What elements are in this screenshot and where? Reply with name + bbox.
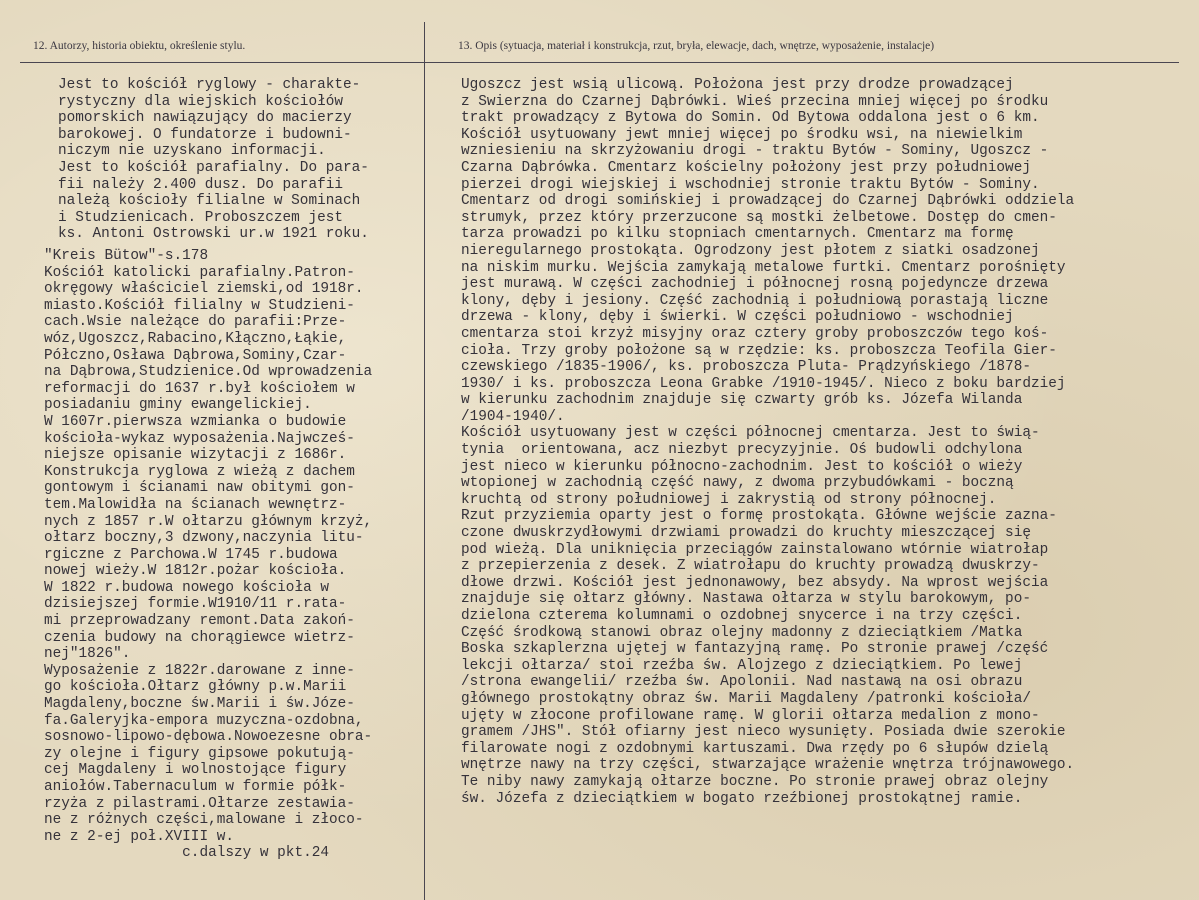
text-line: niczym nie uzyskano informacji. xyxy=(58,143,326,160)
text-line: drzewa - klony, dęby i świerki. W części południowo - wschodniej xyxy=(461,309,1014,326)
text-line: pierzei drogi wiejskiej i wschodniej stronie traktu Bytów - Sominy. xyxy=(461,176,1040,193)
text-line: klony, dęby i jesiony. Część zachodnią i południową porastają liczne xyxy=(461,292,1049,309)
text-line: reformacji do 1637 r.był kościołem w xyxy=(44,380,355,397)
text-line: w kierunku zachodnim znajduje się czwarty grób ks. Józefa Wilanda xyxy=(461,392,1023,409)
text-line: Kościół katolicki parafialny.Patron- xyxy=(44,264,355,281)
text-line: ołtarz boczny,3 dzwony,naczynia litu- xyxy=(44,530,364,547)
text-line: miasto.Kościół filialny w Studzieni- xyxy=(44,297,355,314)
text-line: aniołów.Tabernaculum w formie półk- xyxy=(44,779,347,795)
text-line: Boska szkaplerzna ujętej w fantazyjną ramę. Po stronie prawej /część xyxy=(461,641,1049,658)
text-line: 1930/ i ks. proboszcza Leona Grabke /1910-1945/. Nieco z boku bardziej xyxy=(461,375,1066,392)
text-line: nieregularnego prostokąta. Ogrodzony jest płotem z siatki osadzonej xyxy=(461,242,1040,259)
text-line: na Dąbrowa,Studzienice.Od wprowadzenia xyxy=(44,364,373,381)
history-paragraph-2 xyxy=(44,248,372,862)
text-line: niejsze opisanie wizytacji z 1686r. xyxy=(44,447,347,464)
text-line: tem.Malowidła na ścianach wewnętrz- xyxy=(44,496,347,513)
text-line: Czarna Dąbrówka. Cmentarz kościelny położony jest przy południowej xyxy=(461,159,1031,176)
text-line: wtopionej w zachodnią część nawy, z dwoma przybudówkami - boczną xyxy=(461,475,1014,492)
text-line: zy olejne i figury gipsowe pokutują- xyxy=(44,745,355,762)
text-line: czenia budowy na chorągiewce wietrz- xyxy=(44,629,355,646)
text-line: na niskim murku. Wejścia zamykają metalowe furtki. Cmentarz porośnięty xyxy=(461,259,1066,276)
text-line: cioła. Trzy groby położone są w rzędzie: ks. proboszcza Teofila Gier- xyxy=(461,342,1057,359)
text-line: kościoła-wykaz wyposażenia.Najwcześ- xyxy=(44,430,355,447)
text-line: Te niby nawy zamykają ołtarze boczne. Po stronie prawej obraz olejny xyxy=(461,773,1049,790)
text-line: ujęty w złocone profilowane ramę. W glorii ołtarza medalion z mono- xyxy=(461,707,1040,724)
text-line: trakt prowadzący z Bytowa do Somin. Od Bytowa oddalona jest o 6 km. xyxy=(461,110,1040,127)
text-line: /1904-1940/. xyxy=(461,408,565,425)
text-line: Jest to kościół ryglowy - charakte- xyxy=(58,77,361,93)
text-line: mi przeprowadzany remont.Data zakoń- xyxy=(44,613,355,630)
text-line: okręgowy właściciel ziemski,od 1918r. xyxy=(44,281,364,298)
text-line: wóz,Ugoszcz,Rabacino,Kłączno,Łąkie, xyxy=(44,330,347,347)
text-line: należą kościoły filialne w Sominach xyxy=(58,193,361,210)
section-13-header: 13. Opis (sytuacja, materiał i konstrukcja, rzut, bryła, elewacje, dach, wnętrze, wyposażenie, instalacje) xyxy=(458,40,935,52)
text-line: głównego prostokątny obraz św. Marii Magdaleny /patronki kościoła/ xyxy=(461,690,1031,707)
text-line: z przepierzenia z desek. Z wiatrołapu do kruchty prowadzą dwuskrzy- xyxy=(461,558,1040,575)
text-line: św. Józefa z dzieciątkiem w bogato rzeźbionej prostokątnej ramie. xyxy=(461,790,1023,807)
text-line: posiadaniu gminy ewangelickiej. xyxy=(44,397,312,414)
text-line: rzyża z pilastrami.Ołtarze zestawia- xyxy=(44,795,355,812)
text-line: Kościół usytuowany jest w części północnej cmentarza. Jest to świą- xyxy=(461,425,1040,442)
text-line: Część środkową stanowi obraz olejny madonny z dzieciątkiem /Matka xyxy=(461,624,1023,641)
section-12-header: 12. Autorzy, historia obiektu, określenie stylu. xyxy=(33,40,246,52)
text-line: Jest to kościół parafialny. Do para- xyxy=(58,159,369,176)
text-line: cmentarza stoi krzyż misyjny oraz cztery groby proboszczów tego koś- xyxy=(461,325,1049,342)
text-line: fa.Galeryjka-empora muzyczna-ozdobna, xyxy=(44,712,364,729)
text-line: jest murawą. W części zachodniej i północnej rosną pojedyncze drzewa xyxy=(461,276,1049,293)
text-line: filarowate nogi z ozdobnymi kartuszami. Dwa rzędy po 6 słupów dzielą xyxy=(461,740,1049,757)
text-line: kruchtą od strony południowej i zakrystią od strony północnej. xyxy=(461,491,997,508)
text-line: tarza prowadzi po kilku stopniach cmentarnych. Cmentarz ma formę xyxy=(461,226,1014,243)
text-line: jest nieco w kierunku północno-zachodnim. Jest to kościół o wieży xyxy=(461,458,1023,475)
text-line: lekcji ołtarza/ stoi rzeźba św. Alojzego z dzieciątkiem. Po lewej xyxy=(461,657,1023,674)
text-line: ks. Antoni Ostrowski ur.w 1921 roku. xyxy=(58,226,369,243)
text-line: czone dwuskrzydłowymi drzwiami prowadzi do kruchty mieszczącej się xyxy=(461,525,1031,542)
text-line: "Kreis Bütow"-s.178 xyxy=(44,248,209,264)
text-line: Konstrukcja ryglowa z wieżą z dachem xyxy=(44,463,355,480)
text-line: Wyposażenie z 1822r.darowane z inne- xyxy=(44,662,355,679)
history-paragraph-1 xyxy=(58,77,369,243)
text-line: dłowe drzwi. Kościół jest jednonawowy, bez absydy. Na wprost wejścia xyxy=(461,574,1049,591)
text-line: ne z różnych części,malowane i złoco- xyxy=(44,812,364,829)
text-line: pod wieżą. Dla uniknięcia przeciągów zainstalowano wtórnie wiatrołap xyxy=(461,541,1049,558)
text-line: cach.Wsie należące do parafii:Prze- xyxy=(44,314,347,331)
text-line: nej"1826". xyxy=(44,646,131,663)
text-line: sosnowo-lipowo-dębowa.Nowoezesne obra- xyxy=(44,729,373,746)
text-line: ne z 2-ej poł.XVIII w. xyxy=(44,828,234,845)
text-line: tynia orientowana, acz niezbyt precyzyjnie. Oś budowli odchylona xyxy=(461,442,1023,459)
text-line: cej Magdaleny i wolnostojące figury xyxy=(44,762,347,779)
text-line: fii należy 2.400 dusz. Do parafii xyxy=(58,176,343,193)
text-line: gramem /JHS". Stół ofiarny jest nieco wysunięty. Posiada dwie szerokie xyxy=(461,724,1066,741)
text-line: wnętrze nawy na trzy części, stwarzające wrażenie wnętrza trójnawowego. xyxy=(461,757,1075,774)
text-line: W 1607r.pierwsza wzmianka o budowie xyxy=(44,413,347,430)
text-line: pomorskich nawiązujący do macierzy xyxy=(58,110,352,127)
text-line: barokowej. O fundatorze i budowni- xyxy=(58,126,352,143)
text-line: gontowym i ścianami naw obitymi gon- xyxy=(44,480,355,497)
text-line: Cmentarz od drogi somińskiej i prowadzącej do Czarnej Dąbrówki oddziela xyxy=(461,193,1075,210)
text-line: rgiczne z Parchowa.W 1745 r.budowa xyxy=(44,546,338,563)
text-line: nych z 1857 r.W ołtarzu głównym krzyż, xyxy=(44,513,373,530)
text-line: dzisiejszej formie.W1910/11 r.rata- xyxy=(44,596,347,613)
text-line: Kościół usytuowany jewt mniej więcej po środku wsi, na niewielkim xyxy=(461,126,1023,143)
text-line: Rzut przyziemia oparty jest o formę prostokąta. Główne wejście zazna- xyxy=(461,508,1057,525)
text-line: z Swierzna do Czarnej Dąbrówki. Wieś przecina mniej więcej po środku xyxy=(461,93,1049,110)
text-line: Półczno,Osława Dąbrowa,Sominy,Czar- xyxy=(44,347,347,364)
column-divider xyxy=(424,22,425,900)
text-line: c.dalszy w pkt.24 xyxy=(44,845,329,862)
text-line: i Studzienicach. Proboszczem jest xyxy=(58,209,343,226)
text-line: /strona ewangelii/ rzeźba św. Apolonii. Nad nastawą na osi obrazu xyxy=(461,674,1023,691)
text-line: rystyczny dla wiejskich kościołów xyxy=(58,93,343,110)
text-line: nowej wieży.W 1812r.pożar kościoła. xyxy=(44,563,347,580)
text-line: Ugoszcz jest wsią ulicową. Położona jest przy drodze prowadzącej xyxy=(461,77,1014,93)
text-line: go kościoła.Ołtarz główny p.w.Marii xyxy=(44,679,347,696)
text-line: strumyk, przez który przerzucone są mostki żelbetowe. Dostęp do cmen- xyxy=(461,209,1057,226)
text-line: W 1822 r.budowa nowego kościoła w xyxy=(44,579,329,596)
text-line: Magdaleny,boczne św.Marii i św.Józe- xyxy=(44,696,355,713)
text-line: wzniesieniu na skrzyżowaniu drogi - traktu Bytów - Sominy, Ugoszcz - xyxy=(461,143,1049,160)
text-line: czewskiego /1835-1906/, ks. proboszcza Pluta- Prądzyńskiego /1878- xyxy=(461,359,1031,376)
text-line: dzielona czterema kolumnami o ozdobnej snycerce i na trzy części. xyxy=(461,608,1023,624)
text-line: znajduje się ołtarz główny. Nastawa ołtarza w stylu barokowym, po- xyxy=(461,591,1031,608)
header-divider xyxy=(20,62,1179,63)
description-text xyxy=(461,77,1074,807)
